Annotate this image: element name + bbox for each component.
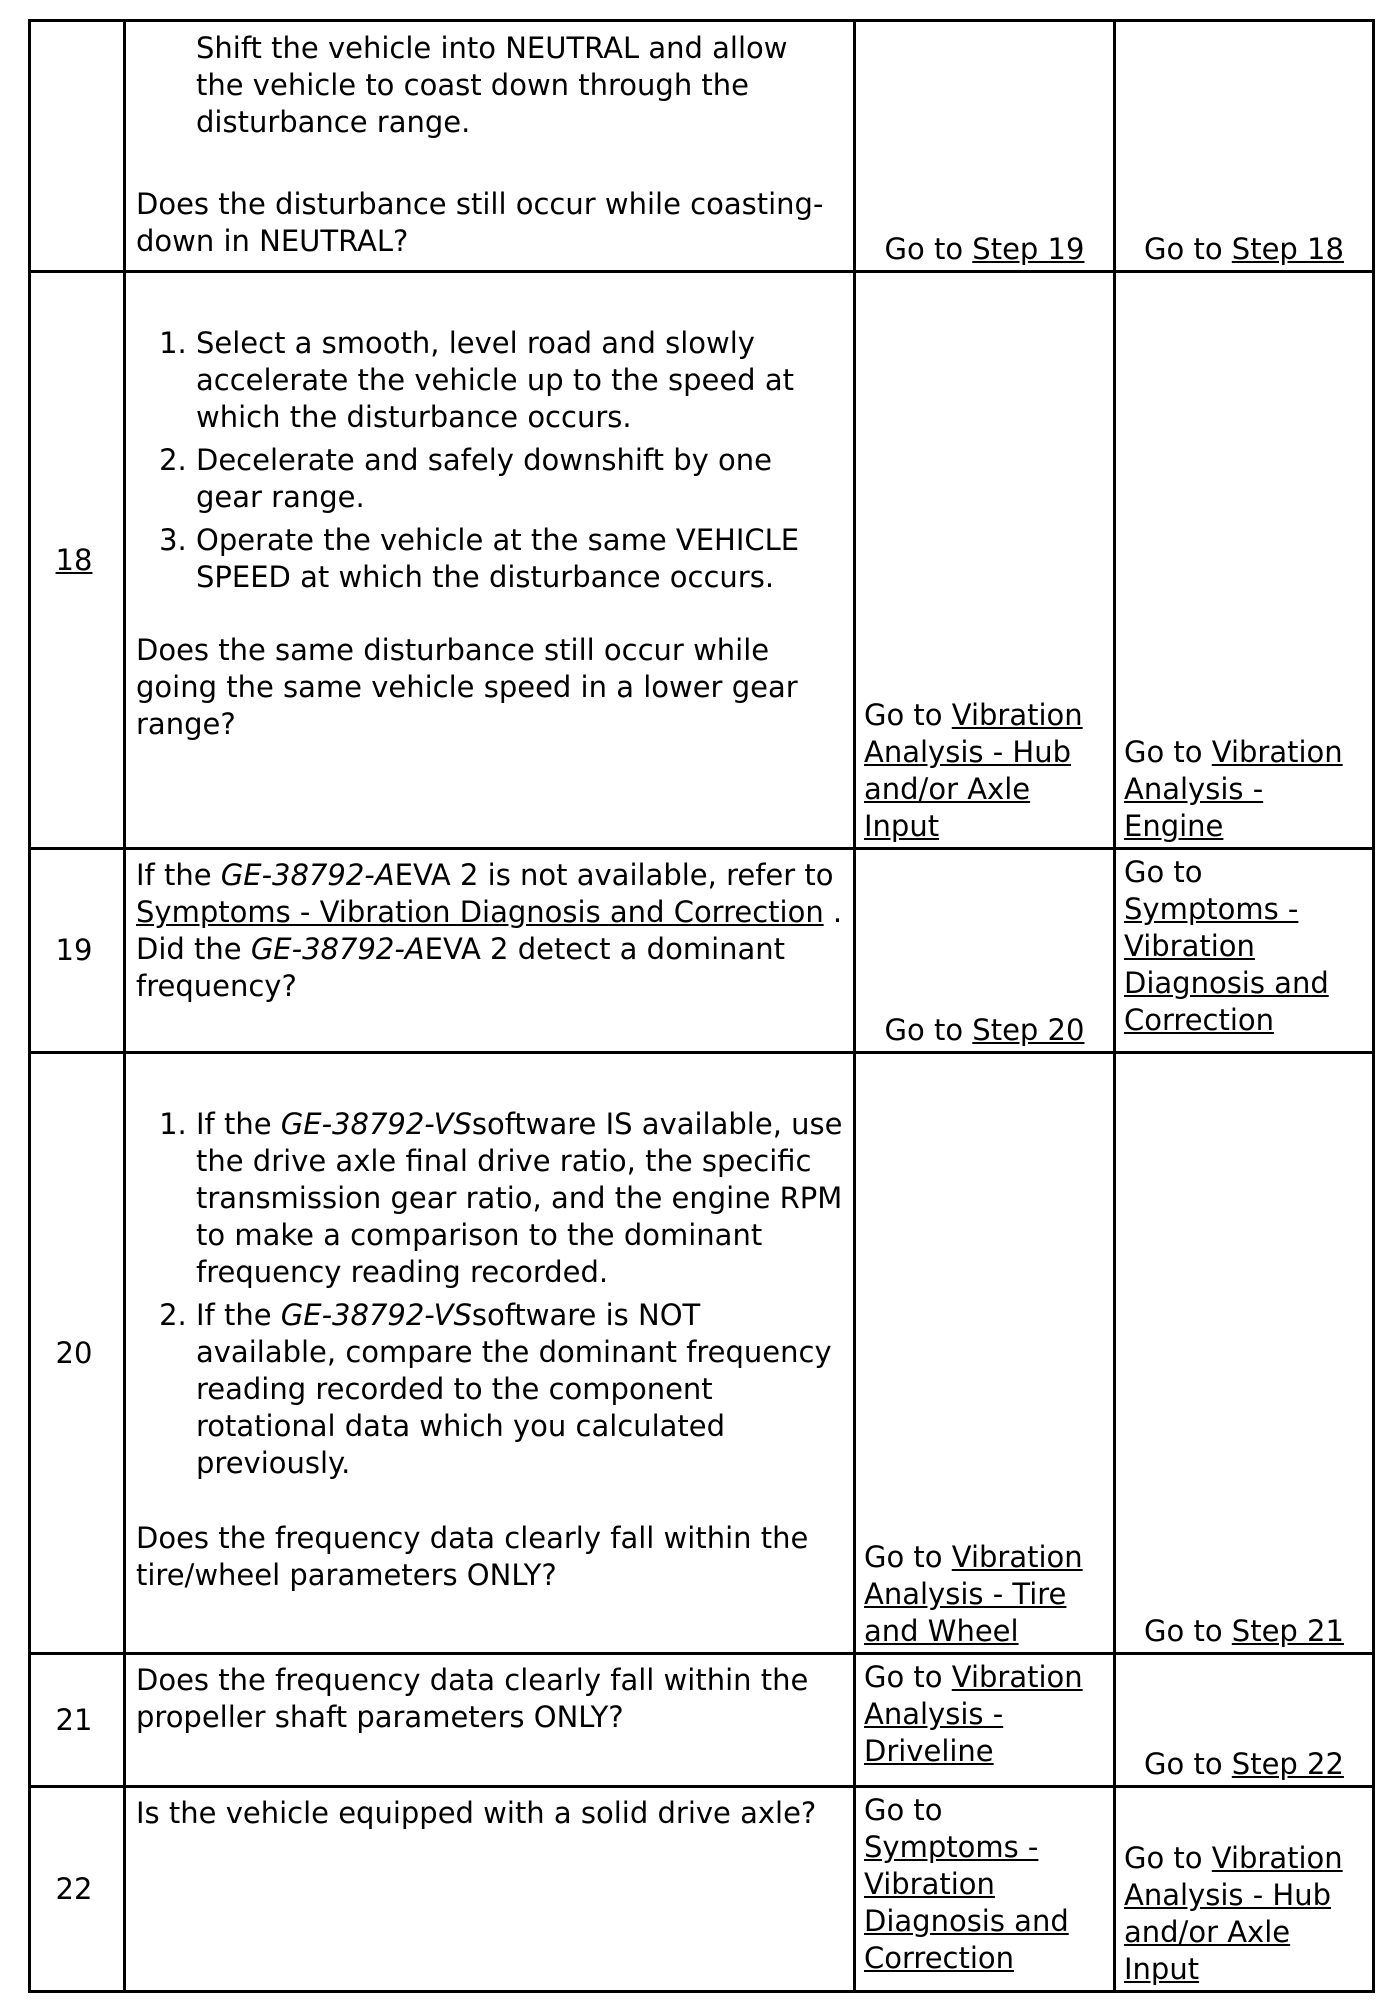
symptoms-link[interactable]: Symptoms - Vibration Diagnosis and Correction [864,1830,1069,1975]
action-text: If the GE-38792-AEVA 2 is not available, refer to Symptoms - Vibration Diagnosis and Correction . Did the GE-38792-AEVA 2 detect a dominant frequency? [136,858,843,1003]
step-19-link[interactable]: Step 19 [972,232,1085,266]
table-row-step-22 [30,1787,1374,1992]
list-item: 1. If the GE-38792-VSsoftware IS available, use the drive axle final drive ratio, the specific transmission gear ratio, and the engine RPM to make a comparison to the dominant frequency reading recorded. [196,1106,843,1291]
no-cell: Go to Vibration Analysis - Engine [1115,272,1374,849]
question-text: Is the vehicle equipped with a solid drive axle? [136,1796,817,1830]
step-18-link[interactable]: Step 18 [1231,232,1344,266]
yes-cell: Go to Symptoms - Vibration Diagnosis and Correction [855,1787,1115,1992]
table-row-step-20 [30,1053,1374,1654]
list-item: 3. Operate the vehicle at the same VEHICLE SPEED at which the disturbance occurs. [196,522,843,596]
no-cell: Go to Vibration Analysis - Hub and/or Axle Input [1115,1787,1374,1992]
list-item: 1. Select a smooth, level road and slowly accelerate the vehicle up to the speed at which the disturbance occurs. [196,325,843,436]
yes-cell: Go to Vibration Analysis - Hub and/or Axle Input [855,272,1115,849]
question-text: Does the frequency data clearly fall within the tire/wheel parameters ONLY? [136,1521,809,1592]
action-text: Shift the vehicle into NEUTRAL and allow the vehicle to coast down through the disturbance range. [196,31,788,139]
action-cell [125,849,855,1053]
step-number-cell [30,21,125,272]
action-cell [125,1787,855,1992]
tool-reference: GE-38792-A [220,858,395,892]
table-row-step-18 [30,272,1374,849]
action-cell [125,21,855,272]
symptoms-link[interactable]: Symptoms - Vibration Diagnosis and Correction [1124,892,1329,1037]
yes-cell: Go to Vibration Analysis - Tire and Wheel [855,1053,1115,1654]
tool-reference: GE-38792-A [250,932,425,966]
action-cell [125,1654,855,1787]
step-20-link[interactable]: Step 20 [972,1013,1085,1047]
step-number-cell: 22 [30,1787,125,1992]
driveline-link[interactable]: Vibration Analysis - Driveline [864,1660,1083,1768]
diagnostic-table [28,19,1375,1993]
list-item: 2. If the GE-38792-VSsoftware is NOT available, compare the dominant frequency reading recorded to the component rotational data which you calculated previously. [196,1297,843,1482]
hub-axle-input-link[interactable]: Vibration Analysis - Hub and/or Axle Input [1124,1841,1343,1986]
step-22-link[interactable]: Step 22 [1231,1747,1344,1781]
list-item: 2. Decelerate and safely downshift by one gear range. [196,442,843,516]
tool-reference: GE-38792-VS [280,1107,472,1141]
step-number-cell: 21 [30,1654,125,1787]
no-cell: Go to Step 21 [1115,1053,1374,1654]
step-18-anchor[interactable]: 18 [55,542,93,577]
tire-wheel-link[interactable]: Vibration Analysis - Tire and Wheel [864,1540,1083,1648]
engine-analysis-link[interactable]: Vibration Analysis - Engine [1124,735,1343,843]
hub-axle-input-link[interactable]: Vibration Analysis - Hub and/or Axle Input [864,698,1083,843]
yes-cell: Go to Step 20 [855,849,1115,1053]
step-21-link[interactable]: Step 21 [1231,1614,1344,1648]
table-row-step-21 [30,1654,1374,1787]
table-row-step-17 [30,21,1374,272]
tool-reference: GE-38792-VS [280,1298,472,1332]
action-cell [125,1053,855,1654]
action-cell [125,272,855,849]
no-cell: Go to Step 22 [1115,1654,1374,1787]
yes-cell: Go to Step 19 [855,21,1115,272]
no-cell: Go to Step 18 [1115,21,1374,272]
yes-cell: Go to Vibration Analysis - Driveline [855,1654,1115,1787]
no-cell: Go to Symptoms - Vibration Diagnosis and Correction [1115,849,1374,1053]
symptoms-link[interactable]: Symptoms - Vibration Diagnosis and Correction [136,895,824,929]
question-text: Does the same disturbance still occur while going the same vehicle speed in a lower gear range? [136,633,798,741]
question-text: Does the frequency data clearly fall within the propeller shaft parameters ONLY? [136,1663,809,1734]
instruction-list [136,1106,843,1482]
step-number-cell: 19 [30,849,125,1053]
question-text: Does the disturbance still occur while coasting-down in NEUTRAL? [136,187,824,258]
instruction-list [136,325,843,596]
table-row-step-19 [30,849,1374,1053]
step-number-cell [30,272,125,849]
step-number-cell: 20 [30,1053,125,1654]
